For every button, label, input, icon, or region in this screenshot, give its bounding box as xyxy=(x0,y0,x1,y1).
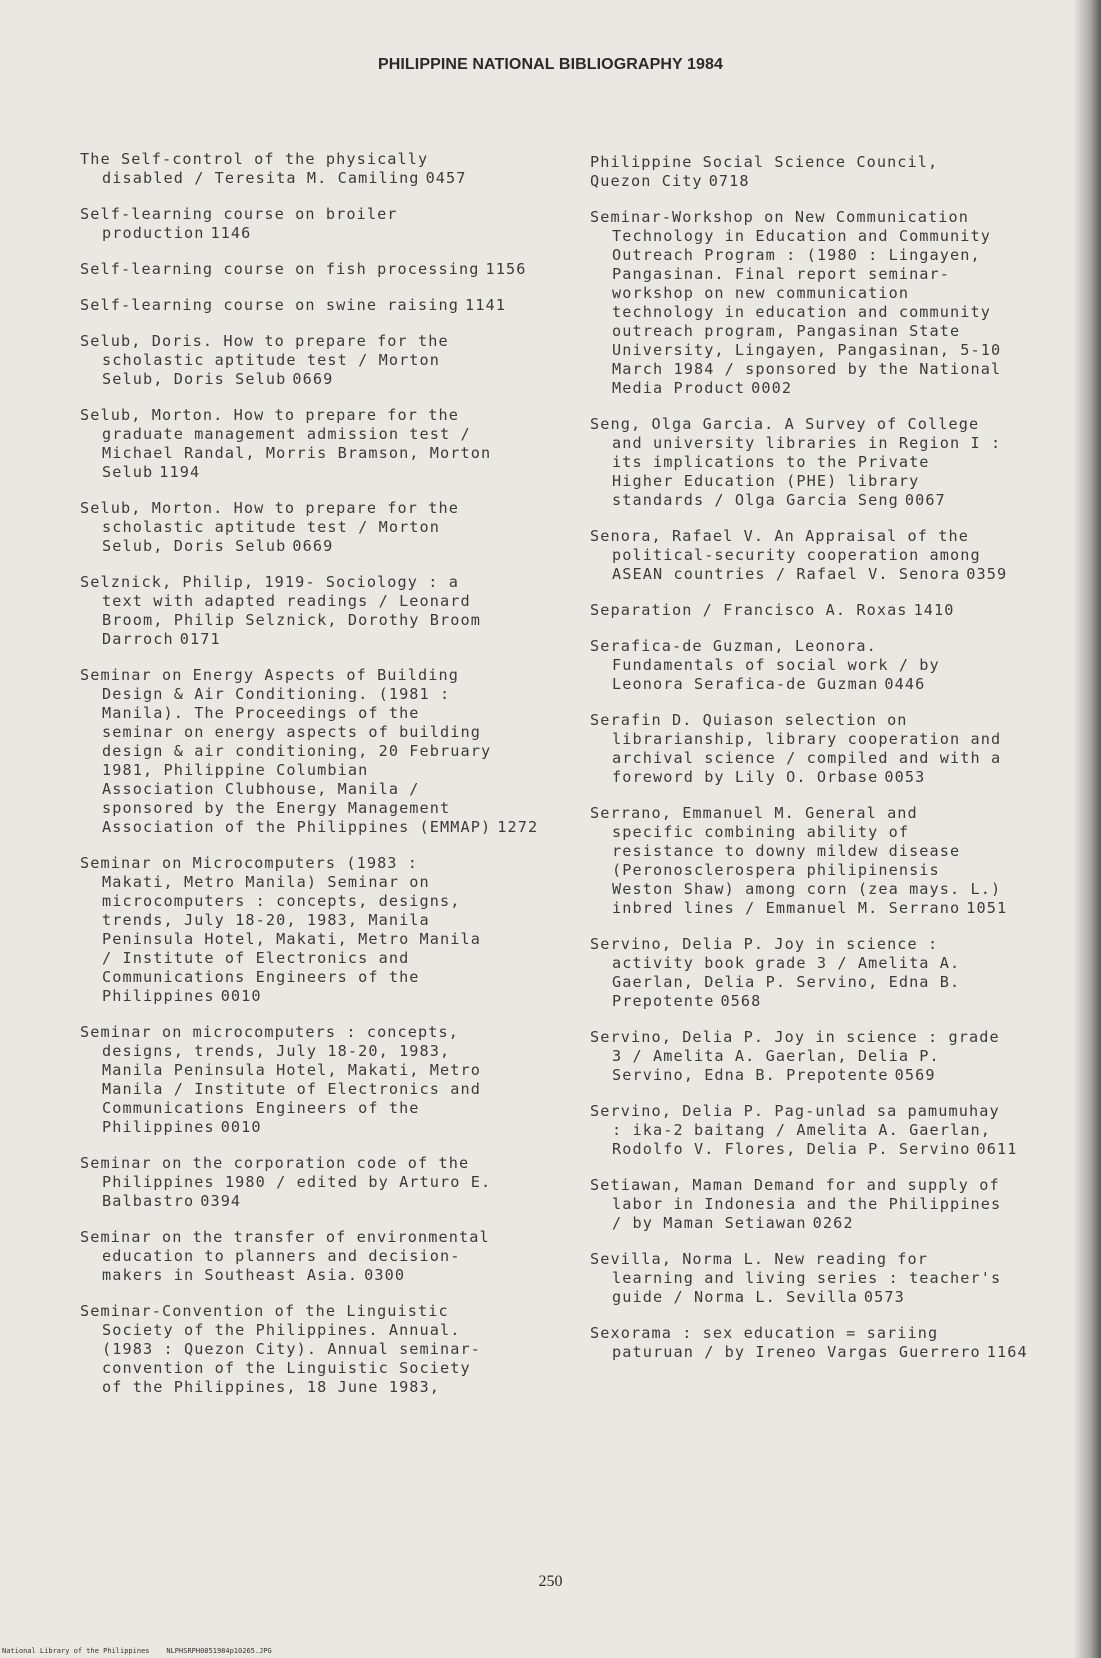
entry-number: 0568 xyxy=(720,992,762,1010)
bib-entry: Seminar on Energy Aspects of Building Design & Air Conditioning. (1981 : Manila). The Proceedings of the seminar on energy aspects of building design & air conditioning, 20 February 1981, Philippine Columbian Association Clubhouse, Manila / sponsored by the Energy Management Association of the Philippines (EMMAP) 1272 xyxy=(80,666,539,836)
bib-entry: Seminar-Workshop on New Communication Technology in Education and Community Outreach Program : (1980 : Lingayen, Pangasinan. Final report seminar- workshop on new communication technology in education and community outreach program, Pangasinan State University, Lingayen, Pangasinan, 5-10 March 1984 / sponsored by the National Media Product 0002 xyxy=(590,208,1002,397)
bib-entry: Seminar on the transfer of environmental education to planners and decision- makers in Southeast Asia. 0300 xyxy=(80,1228,490,1284)
entry-number: 1410 xyxy=(913,601,955,619)
entry-number: 0457 xyxy=(425,169,467,187)
bib-entry: Separation / Francisco A. Roxas 1410 xyxy=(590,601,955,619)
bib-entry: Serafica-de Guzman, Leonora. Fundamentals of social work / by Leonora Serafica-de Guzman 0446 xyxy=(590,637,940,693)
bib-entry: Servino, Delia P. Joy in science : grade 3 / Amelita A. Gaerlan, Delia P. Servino, Edna B. Prepotente 0569 xyxy=(590,1028,1000,1084)
entry-number: 0446 xyxy=(884,675,926,693)
entry-number: 0569 xyxy=(894,1066,936,1084)
bib-entry: Seminar on the corporation code of the Philippines 1980 / edited by Arturo E. Balbastro 0394 xyxy=(80,1154,492,1210)
footer-library: National Library of the Philippines xyxy=(2,1647,150,1655)
entry-number: 0002 xyxy=(751,379,793,397)
entry-number: 1146 xyxy=(210,224,252,242)
entry-number: 0359 xyxy=(966,565,1008,583)
entry-number: 0300 xyxy=(364,1266,406,1284)
entry-number: 0394 xyxy=(200,1192,242,1210)
entry-number: 0053 xyxy=(884,768,926,786)
entry-number: 1194 xyxy=(159,463,201,481)
entry-number: 0669 xyxy=(292,370,334,388)
page-header: PHILIPPINE NATIONAL BIBLIOGRAPHY 1984 xyxy=(377,56,724,73)
bib-entry: Self-learning course on fish processing 1156 xyxy=(80,260,527,278)
entry-number: 0611 xyxy=(976,1140,1018,1158)
scan-edge-shadow xyxy=(1073,0,1101,1658)
right-column xyxy=(590,153,1070,1379)
bib-entry: Seminar on microcomputers : concepts, designs, trends, July 18-20, 1983, Manila Peninsula Hotel, Makati, Metro Manila / Institute of Electronics and Communications Engineers of the Philippines 0010 xyxy=(80,1023,482,1136)
bib-entry: Setiawan, Maman Demand for and supply of labor in Indonesia and the Philippines / by Maman Setiawan 0262 xyxy=(590,1176,1002,1232)
left-column xyxy=(80,150,550,1414)
bib-entry: Servino, Delia P. Joy in science : activity book grade 3 / Amelita A. Gaerlan, Delia P. Servino, Edna B. Prepotente 0568 xyxy=(590,935,961,1010)
bib-entry: Servino, Delia P. Pag-unlad sa pamumuhay : ika-2 baitang / Amelita A. Gaerlan, Rodolfo V. Flores, Delia P. Servino 0611 xyxy=(590,1102,1018,1158)
entry-number: 1164 xyxy=(986,1343,1028,1361)
bib-entry: Self-learning course on broiler production 1146 xyxy=(80,205,398,242)
scan-footer xyxy=(2,1647,272,1656)
bib-entry: Seminar-Convention of the Linguistic Society of the Philippines. Annual. (1983 : Quezon City). Annual seminar- convention of the Linguistic Society of the Philippines, 18 June 1983, xyxy=(80,1302,482,1396)
entry-number: 1051 xyxy=(966,899,1008,917)
entry-number: 0718 xyxy=(708,172,750,190)
entry-number: 0669 xyxy=(292,537,334,555)
entry-number: 1156 xyxy=(485,260,527,278)
bib-entry: Serafin D. Quiason selection on librarianship, library cooperation and archival science / compiled and with a foreword by Lily O. Orbase 0053 xyxy=(590,711,1002,786)
entry-number: 0262 xyxy=(812,1214,854,1232)
bib-entry: Selub, Doris. How to prepare for the scholastic aptitude test / Morton Selub, Doris Selub 0669 xyxy=(80,332,449,388)
footer-file: NLPHSRPH0851984p10265.JPG xyxy=(166,1647,272,1655)
bib-entry: Selznick, Philip, 1919- Sociology : a text with adapted readings / Leonard Broom, Philip Selznick, Dorothy Broom Darroch 0171 xyxy=(80,573,482,648)
bib-entry: Seminar on Microcomputers (1983 : Makati, Metro Manila) Seminar on microcomputers : concepts, designs, trends, July 18-20, 1983, Manila Peninsula Hotel, Makati, Metro Manila / Institute of Electronics and Communications Engineers of the Philippines 0010 xyxy=(80,854,482,1005)
bib-entry: Senora, Rafael V. An Appraisal of the political-security cooperation among ASEAN countries / Rafael V. Senora 0359 xyxy=(590,527,1008,583)
bib-entry: Seng, Olga Garcia. A Survey of College and university libraries in Region I : its implications to the Private Higher Education (PHE) library standards / Olga Garcia Seng 0067 xyxy=(590,415,1002,509)
entry-number: 1141 xyxy=(465,296,506,314)
bib-entry-continuation: Philippine Social Science Council, Quezon City 0718 xyxy=(590,153,939,190)
entry-number: 0010 xyxy=(220,1118,262,1136)
entry-number: 0171 xyxy=(179,630,221,648)
bib-entry: The Self-control of the physically disabled / Teresita M. Camiling 0457 xyxy=(80,150,467,187)
entry-number: 1272 xyxy=(497,818,539,836)
entry-number: 0010 xyxy=(220,987,262,1005)
bib-entry: Sexorama : sex education = sariing paturuan / by Ireneo Vargas Guerrero 1164 xyxy=(590,1324,1028,1361)
bib-entry: Serrano, Emmanuel M. General and specific combining ability of resistance to downy mildew disease (Peronosclerospera philipinensis Weston Shaw) among corn (zea mays. L.) inbred lines / Emmanuel M. Serrano 1051 xyxy=(590,804,1008,917)
bib-entry: Self-learning course on swine raising 1141 xyxy=(80,296,506,314)
bib-entry: Sevilla, Norma L. New reading for learning and living series : teacher's guide / Norma L. Sevilla 0573 xyxy=(590,1250,1002,1306)
bib-entry: Selub, Morton. How to prepare for the graduate management admission test / Michael Randal, Morris Bramson, Morton Selub 1194 xyxy=(80,406,492,481)
bib-entry: Selub, Morton. How to prepare for the scholastic aptitude test / Morton Selub, Doris Selub 0669 xyxy=(80,499,460,555)
page-number: 250 xyxy=(538,1573,563,1590)
entry-number: 0573 xyxy=(863,1288,905,1306)
entry-number: 0067 xyxy=(904,491,946,509)
